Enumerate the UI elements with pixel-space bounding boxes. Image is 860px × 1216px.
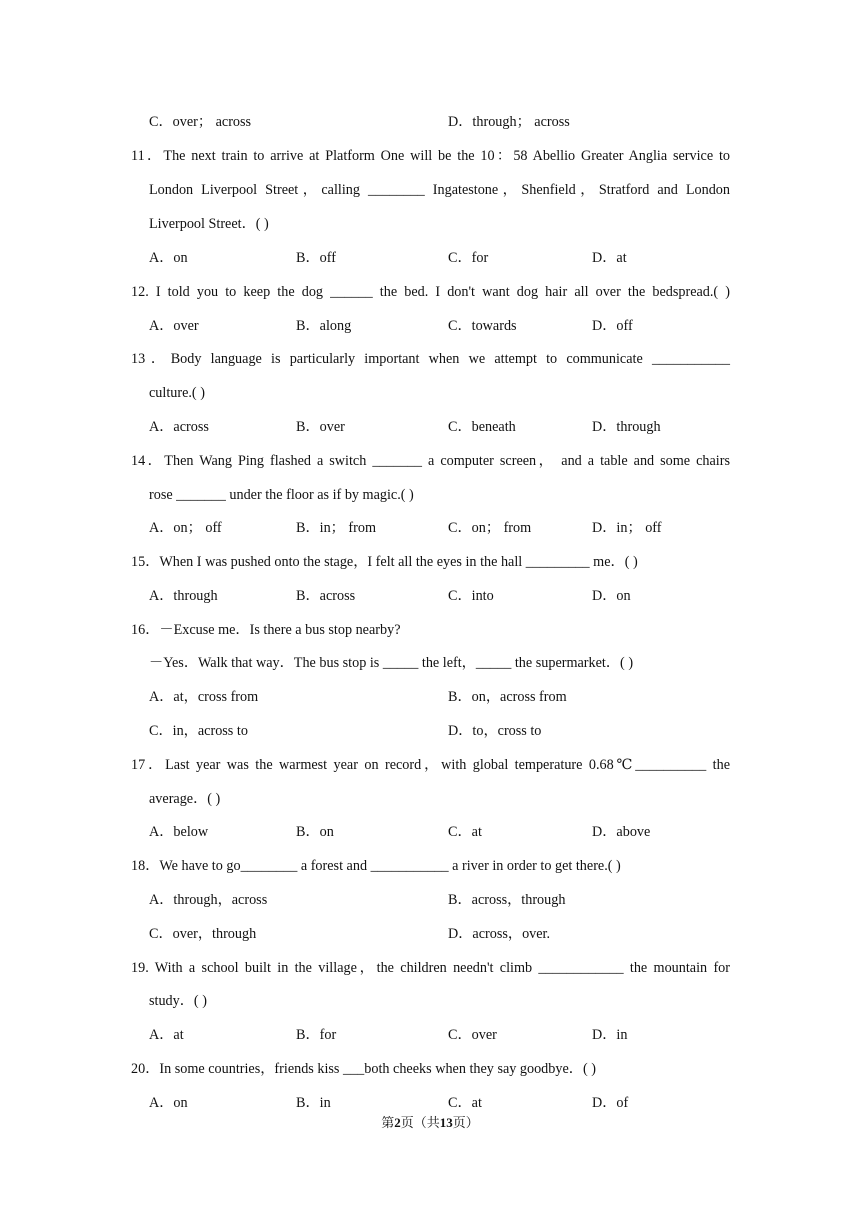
q11-option-b: B．off	[296, 250, 336, 266]
page-footer	[0, 1112, 860, 1131]
q12-option-b: B．along	[296, 318, 352, 334]
q13-option-b: B．over	[296, 419, 345, 435]
q13-stem-line1: 13．Body language is particularly important when we attempt to communicate ___________	[131, 351, 730, 367]
q20-option-a: A．on	[149, 1095, 188, 1111]
q19-option-c: C．over	[448, 1027, 497, 1043]
footer-suffix: 页）	[452, 1115, 479, 1130]
q11-option-d: D．at	[592, 250, 627, 266]
q13-option-a: A．across	[149, 419, 209, 435]
q10-option-d: D．through； across	[448, 114, 570, 130]
q11-stem-line2: London Liverpool Street，calling ________ Ingatestone，Shenfield，Stratford and London	[149, 182, 730, 198]
q16-option-d: D．to，cross to	[448, 723, 542, 739]
q14-option-c: C．on； from	[448, 520, 532, 536]
q18-option-b: B．across，through	[448, 892, 566, 908]
q13-stem-line2: culture.( )	[149, 385, 205, 401]
q19-option-b: B．for	[296, 1027, 337, 1043]
footer-total-pages: 13	[439, 1115, 453, 1130]
q14-stem-line2: rose _______ under the floor as if by magic.( )	[149, 487, 414, 503]
q18-option-d: D．across，over.	[448, 926, 551, 942]
q14-option-b: B．in； from	[296, 520, 376, 536]
q15-option-d: D．on	[592, 588, 631, 604]
q11-stem-line3: Liverpool Street．( )	[149, 216, 269, 232]
q12-option-d: D．off	[592, 318, 633, 334]
q18-stem: 18．We have to go________ a forest and ___________ a river in order to get there.( )	[131, 858, 621, 874]
q11-option-a: A．on	[149, 250, 188, 266]
q20-option-d: D．of	[592, 1095, 629, 1111]
q12-stem: 12. I told you to keep the dog ______ the bed. I don't want dog hair all over the bedspread.( )	[131, 284, 730, 300]
q17-option-d: D．above	[592, 824, 651, 840]
q20-option-b: B．in	[296, 1095, 331, 1111]
q20-option-c: C．at	[448, 1095, 482, 1111]
q18-option-c: C．over，through	[149, 926, 257, 942]
q16-option-c: C．in，across to	[149, 723, 248, 739]
q18-option-a: A．through，across	[149, 892, 268, 908]
q20-stem: 20．In some countries，friends kiss ___both cheeks when they say goodbye．( )	[131, 1061, 596, 1077]
q16-option-a: A．at，cross from	[149, 689, 259, 705]
q14-option-d: D．in； off	[592, 520, 662, 536]
q17-option-a: A．below	[149, 824, 209, 840]
q16-option-b: B．on，across from	[448, 689, 567, 705]
q17-option-b: B．on	[296, 824, 334, 840]
q15-option-a: A．through	[149, 588, 218, 604]
q12-option-a: A．over	[149, 318, 199, 334]
footer-page-number: 2	[394, 1115, 401, 1130]
q19-option-d: D．in	[592, 1027, 628, 1043]
q11-option-c: C．for	[448, 250, 489, 266]
q13-option-d: D．through	[592, 419, 661, 435]
q17-option-c: C．at	[448, 824, 482, 840]
q12-option-c: C．towards	[448, 318, 517, 334]
q14-stem-line1: 14．Then Wang Ping flashed a switch _______ a computer screen， and a table and some chairs	[131, 453, 730, 469]
q19-option-a: A．at	[149, 1027, 184, 1043]
q19-stem-line2: study．( )	[149, 993, 207, 1009]
q10-option-c: C．over； across	[149, 114, 252, 130]
footer-prefix: 第	[381, 1115, 395, 1130]
q19-stem-line1: 19. With a school built in the village，the children needn't climb ____________ the mountain for	[131, 960, 730, 976]
footer-middle: 页（共	[400, 1115, 440, 1130]
q15-option-c: C．into	[448, 588, 494, 604]
q17-stem-line2: average．( )	[149, 791, 221, 807]
q16-stem-line2: －Yes．Walk that way．The bus stop is _____ the left，_____ the supermarket．( )	[149, 655, 634, 671]
q15-stem: 15．When I was pushed onto the stage，I felt all the eyes in the hall _________ me．( )	[131, 554, 638, 570]
q11-stem-line1: 11．The next train to arrive at Platform One will be the 10：58 Abellio Greater Anglia service to	[131, 148, 730, 164]
q15-option-b: B．across	[296, 588, 356, 604]
q16-stem-line1: 16．－Excuse me．Is there a bus stop nearby?	[131, 622, 401, 638]
q14-option-a: A．on； off	[149, 520, 222, 536]
q13-option-c: C．beneath	[448, 419, 516, 435]
q17-stem-line1: 17．Last year was the warmest year on record，with global temperature 0.68℃__________ the	[131, 757, 730, 773]
